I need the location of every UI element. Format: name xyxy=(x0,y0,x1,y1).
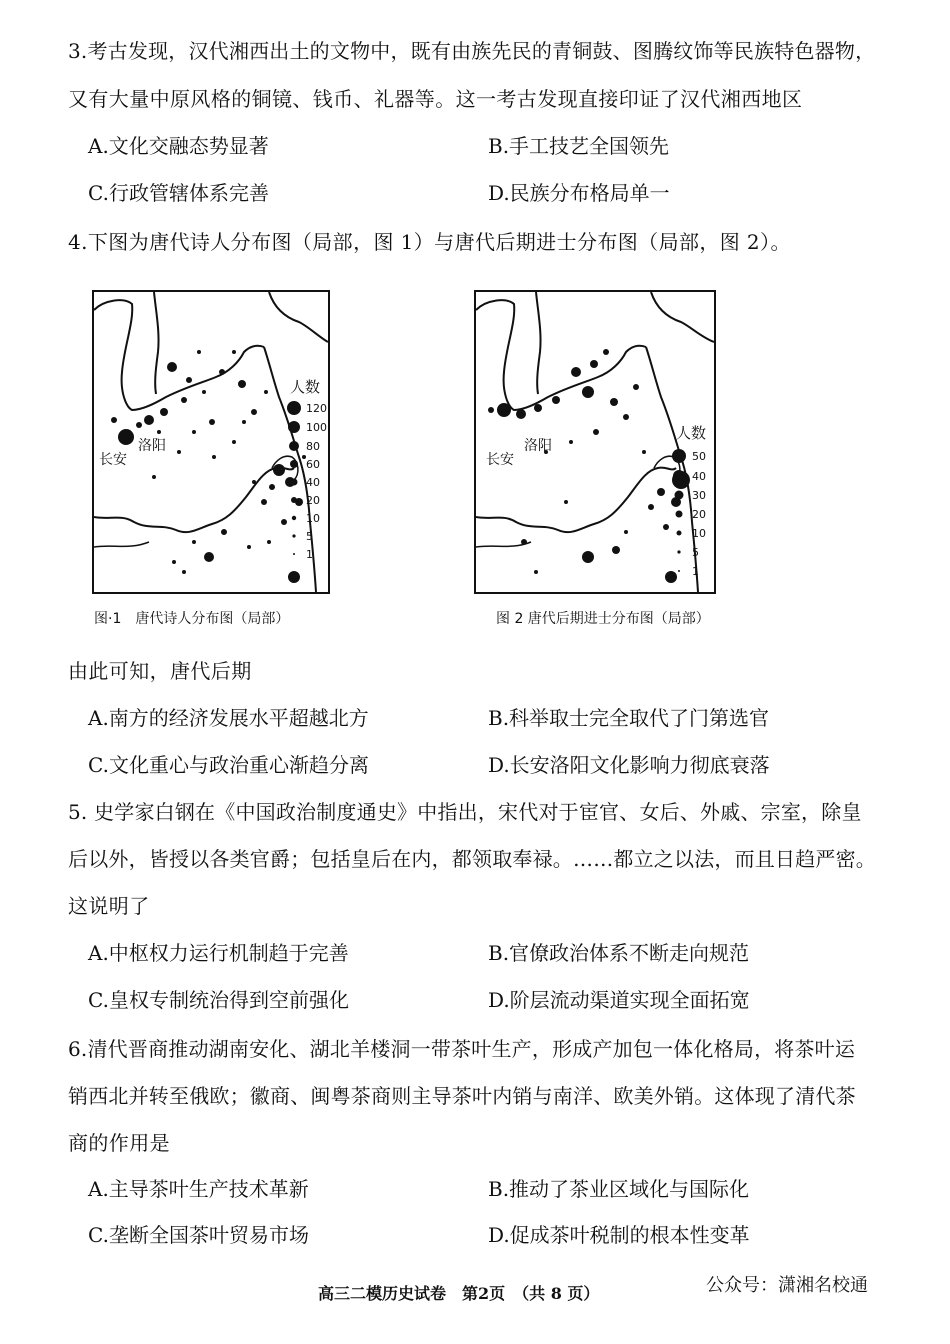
q3-option-c: C.行政管辖体系完善 xyxy=(88,181,269,205)
q5-stem-line3: 这说明了 xyxy=(68,894,150,918)
map-1-coast-north xyxy=(269,292,328,342)
q3-option-a: A.文化交融态势显著 xyxy=(88,134,269,158)
map-2-river-bend xyxy=(536,292,541,394)
map-1-river-bend xyxy=(154,292,159,394)
map-1-legend-60: 60 xyxy=(306,458,320,471)
q5-option-c: C.皇权专制统治得到空前强化 xyxy=(88,988,349,1012)
q5-option-d: D.阶层流动渠道实现全面拓宽 xyxy=(488,988,750,1012)
map-1-legend-40: 40 xyxy=(306,476,320,489)
q3-option-b: B.手工技艺全国领先 xyxy=(488,134,670,158)
q5-stem-line2: 后以外，皆授以各类官爵；包括皇后在内，都领取奉禄。……都立之以法，而且日趋严密。 xyxy=(68,847,876,871)
map-2-legend-50: 50 xyxy=(692,450,706,463)
watermark-text: 公众号：潇湘名校通 xyxy=(706,1275,868,1296)
q6-option-b: B.推动了茶业区域化与国际化 xyxy=(488,1177,750,1201)
map-2-label-luoyang: 洛阳 xyxy=(524,438,552,454)
map-2-legend-20: 20 xyxy=(692,508,706,521)
map-1-legend-5: 5 xyxy=(306,530,313,543)
map-1-yellow-river xyxy=(94,300,264,410)
q5-option-b: B.官僚政治体系不断走向规范 xyxy=(488,941,750,965)
map-figure-2 xyxy=(474,290,716,594)
map-1-caption: 图·1 唐代诗人分布图（局部） xyxy=(94,611,290,627)
q5-stem-line1: 5. 史学家白钢在《中国政治制度通史》中指出，宋代对于宦官、女后、外戚、宗室，除皇 xyxy=(68,800,862,824)
map-1-legend-20: 20 xyxy=(306,494,320,507)
map-2-yellow-river xyxy=(476,300,646,410)
map-1-label-changan: 长安 xyxy=(99,452,127,468)
q6-option-a: A.主导茶叶生产技术革新 xyxy=(88,1177,309,1201)
map-1-legend-100: 100 xyxy=(306,421,327,434)
map-figure-1 xyxy=(92,290,330,594)
map-2-caption: 图 2 唐代后期进士分布图（局部） xyxy=(496,611,710,627)
map-2-legend-30: 30 xyxy=(692,489,706,502)
map-2-legend-5: 5 xyxy=(692,546,699,559)
q3-stem-line2: 又有大量中原风格的铜镜、钱币、礼器等。这一考古发现直接印证了汉代湘西地区 xyxy=(68,87,803,111)
map-2-legend-40: 40 xyxy=(692,470,706,483)
map-2-dots xyxy=(488,349,690,583)
map-1-tributary xyxy=(94,542,149,547)
q4-option-d: D.长安洛阳文化影响力彻底衰落 xyxy=(488,753,770,777)
q4-stem: 4.下图为唐代诗人分布图（局部，图 1）与唐代后期进士分布图（局部，图 2）。 xyxy=(68,230,791,254)
q4-option-a: A.南方的经济发展水平超越北方 xyxy=(88,706,369,730)
map-1-legend-80: 80 xyxy=(306,440,320,453)
q6-stem-line2: 销西北并转至俄欧；徽商、闽粤茶商则主导茶叶内销与南洋、欧美外销。这体现了清代茶 xyxy=(68,1084,856,1108)
map-2-legend-10: 10 xyxy=(692,527,706,540)
q3-stem-line1: 3.考古发现，汉代湘西出土的文物中，既有由族先民的青铜鼓、图腾纹饰等民族特色器物， xyxy=(68,39,876,63)
q6-stem-line1: 6.清代晋商推动湖南安化、湖北羊楼洞一带茶叶生产，形成产加包一体化格局，将茶叶运 xyxy=(68,1037,856,1061)
page-footer: 高三二模历史试卷 第2页 （共 8 页） xyxy=(318,1284,600,1303)
map-2-yangtze-river xyxy=(476,468,676,533)
map-1-legend-1: 1 xyxy=(306,548,313,561)
q6-option-c: C.垄断全国茶叶贸易市场 xyxy=(88,1223,309,1247)
map-1-label-luoyang: 洛阳 xyxy=(138,438,166,454)
map-2-legend-title: 人数 xyxy=(676,424,707,442)
map-2-coast-north xyxy=(651,292,714,342)
map-1-legend-title: 人数 xyxy=(290,378,321,396)
q4-option-c: C.文化重心与政治重心渐趋分离 xyxy=(88,753,369,777)
q6-stem-line3: 商的作用是 xyxy=(68,1131,170,1155)
map-1-svg xyxy=(94,292,328,592)
q3-option-d: D.民族分布格局单一 xyxy=(488,181,670,205)
map-2-legend-1: 1 xyxy=(692,565,699,578)
q5-option-a: A.中枢权力运行机制趋于完善 xyxy=(88,941,349,965)
q4-prompt: 由此可知，唐代后期 xyxy=(68,659,252,683)
map-1-legend-10: 10 xyxy=(306,512,320,525)
map-2-svg xyxy=(476,292,714,592)
map-1-legend-120: 120 xyxy=(306,402,327,415)
q6-option-d: D.促成茶叶税制的根本性变革 xyxy=(488,1223,750,1247)
map-2-label-changan: 长安 xyxy=(486,452,514,468)
q4-option-b: B.科举取士完全取代了门第选官 xyxy=(488,706,770,730)
map-1-dots xyxy=(111,350,306,583)
